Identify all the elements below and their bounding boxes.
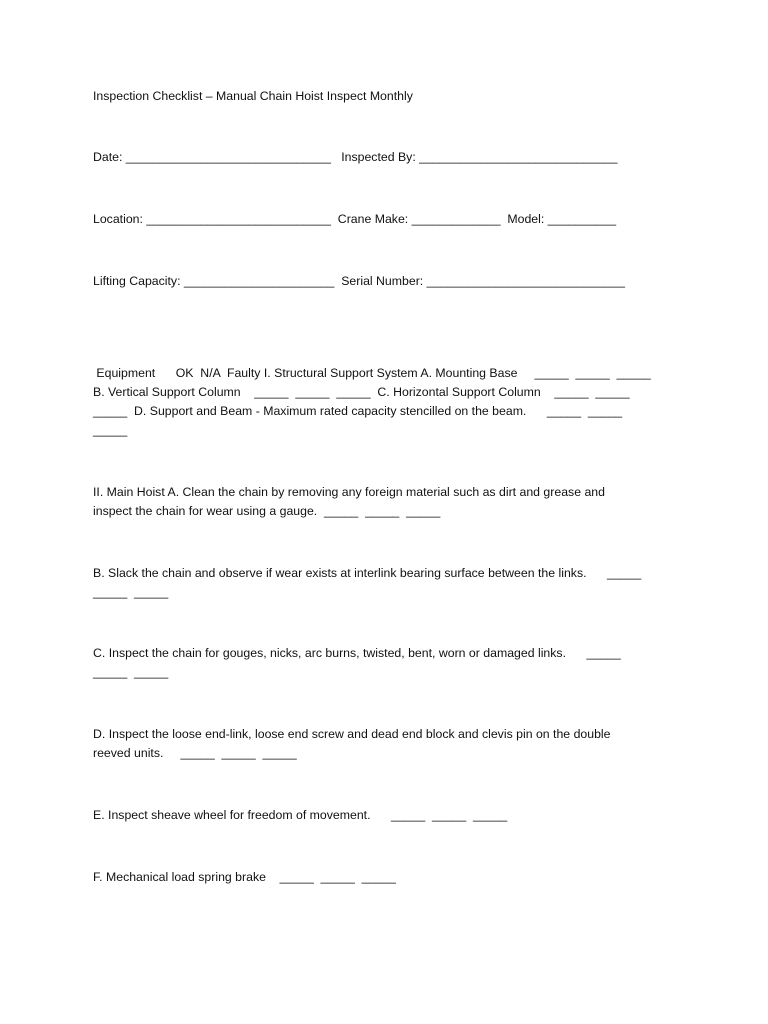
location-make-model-line: Location: ___________________________ Crane Make: _____________ Model: __________	[93, 212, 617, 226]
document-title: Inspection Checklist – Manual Chain Hoist Inspect Monthly	[93, 89, 413, 103]
sheave-wheel-item: E. Inspect sheave wheel for freedom of movement. _____ _____ _____	[93, 808, 508, 822]
equipment-section: Equipment OK N/A Faulty I. Structural Support System A. Mounting Base _____ _____ _____ B. Vertical Support Column _____ _____ _____ C. Horizontal Support Column _____ _____ _____ D. Support and Beam - Maximum rated capacity stencilled on the beam. _____ _____ _____	[93, 366, 651, 437]
date-inspector-line: Date: ______________________________ Inspected By: _____________________________	[93, 150, 618, 164]
capacity-serial-line: Lifting Capacity: ______________________ Serial Number: _____________________________	[93, 274, 625, 288]
main-hoist-item: II. Main Hoist A. Clean the chain by removing any foreign material such as dirt and grease and inspect the chain for wear using a gauge. _____ _____ _____	[93, 485, 605, 518]
end-link-item: D. Inspect the loose end-link, loose end screw and dead end block and clevis pin on the double reeved units. _____ _____ _____	[93, 727, 611, 760]
load-brake-item: F. Mechanical load spring brake _____ _____ _____	[93, 870, 396, 884]
chain-gouges-item: C. Inspect the chain for gouges, nicks, arc burns, twisted, bent, worn or damaged links. _____ _____ _____	[93, 646, 621, 679]
chain-slack-item: B. Slack the chain and observe if wear exists at interlink bearing surface between the links. _____ _____ _____	[93, 566, 642, 599]
